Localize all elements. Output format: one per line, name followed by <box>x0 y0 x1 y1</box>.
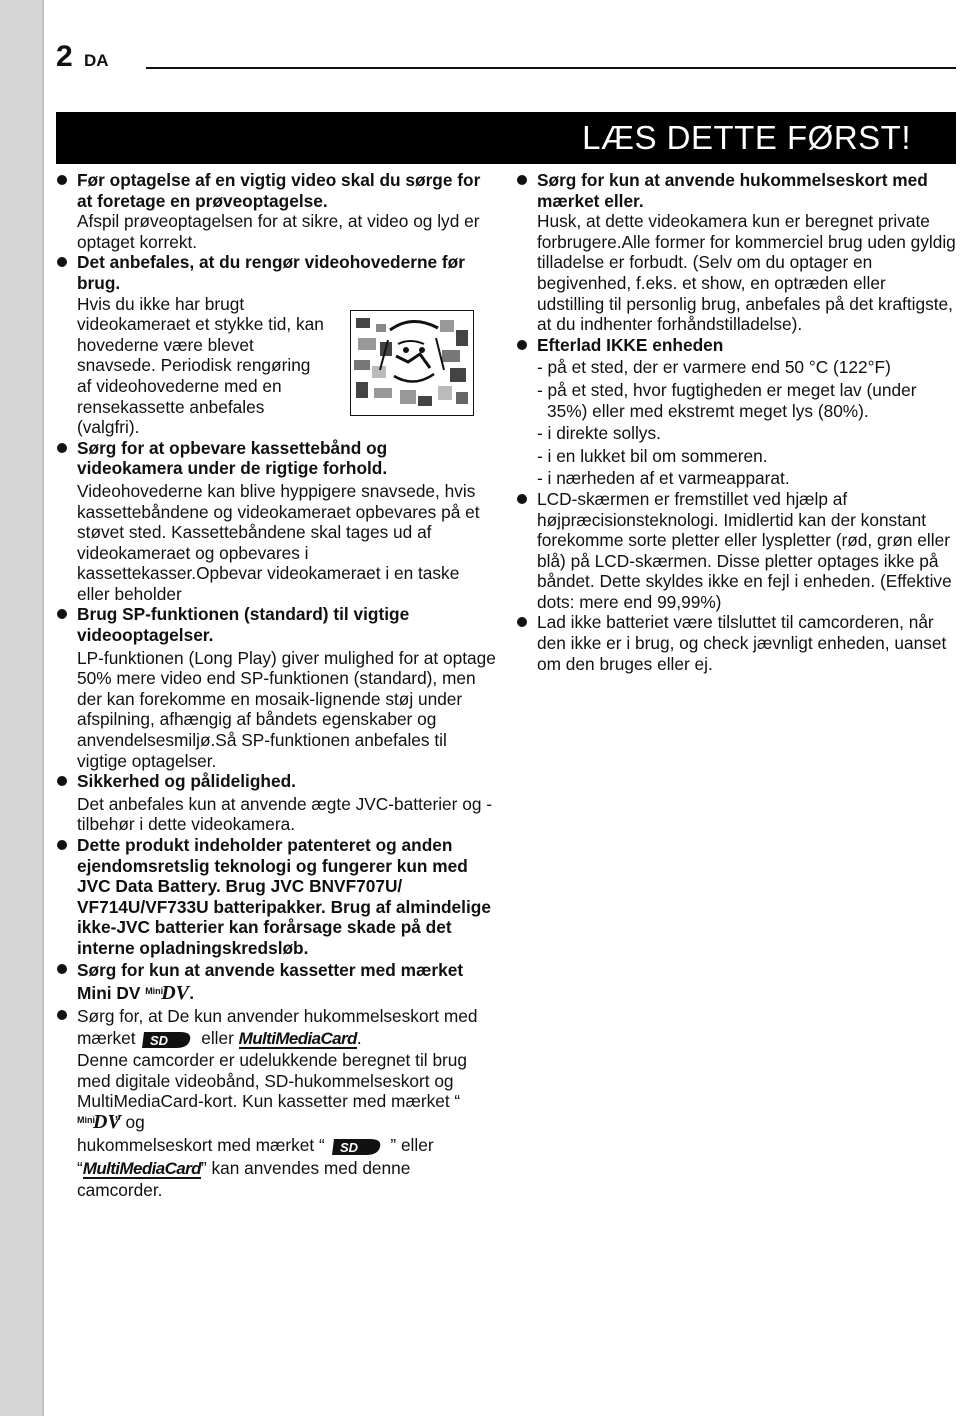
list-item: Sørg for kun at anvende kassetter med mærket Mini DV Mini DV . <box>56 959 496 1005</box>
list-subitem: - på et sted, hvor fugtigheden er meget lav (under <box>537 379 917 400</box>
item-heading: Dette produkt indeholder patenteret og anden ejendomsretslig teknologi og fungerer kun med JVC Data Battery. Brug JVC BNVF707U/ VF714U/VF733U batteripakker. Brug af almindelige ikke-JVC batterier kan forårsage skade på det interne opladningskredsløb. <box>77 835 491 958</box>
list-item: Sørg for, at De kun anvender hukommelseskort med mærket SD eller MultiMediaCard. Denne camcorder er udelukkende beregnet til brug med digitale videobånd, SD-hukommelseskort og MultiMediaCard-kort. Kun kassetter med mærket “ Mini DV ” og hukommelseskort med mærket “ SD ” eller “MultiMediaCard” kan anvendes med denne camcorder. <box>56 1005 496 1202</box>
bullet-icon <box>57 257 67 267</box>
bullet-icon <box>517 340 527 350</box>
left-column <box>56 170 496 1201</box>
item-text: Det anbefales kun at anvende ægte JVC-batterier og -tilbehør i dette videokamera. <box>77 793 492 835</box>
list-item <box>516 489 956 613</box>
item-text: Videohovederne kan blive hyppigere snavsede, hvis kassettebåndene og videokameraet opbevares på et støvet sted. Kassettebåndene skal tages ud af videokameraet og opbevares i kassettekasser.Opbevar videokameraet i en taske eller beholder <box>77 480 480 604</box>
item-text: Lad ikke batteriet være tilsluttet til camcorderen, når den ikke er i brug, og check jævnligt enheden, uanset om den bruges eller ej. <box>537 612 947 674</box>
right-column <box>516 170 956 674</box>
item-heading: Efterlad IKKE enheden <box>537 334 724 355</box>
list-item <box>56 252 496 437</box>
item-text: ” eller <box>390 1134 434 1155</box>
page-title: LÆS DETTE FØRST! <box>582 119 911 156</box>
multimediacard-logo: MultiMediaCard <box>82 1159 201 1179</box>
page-header <box>56 40 956 80</box>
bullet-icon <box>517 494 527 504</box>
bullet-icon <box>57 175 67 185</box>
item-heading: Sørg for kun at anvende kassetter med mærket Mini DV <box>77 959 464 1003</box>
list-item <box>56 835 496 959</box>
bullet-icon <box>517 175 527 185</box>
bullet-icon <box>57 1010 67 1020</box>
sidebar-edge <box>42 0 44 1416</box>
item-text: hukommelseskort med mærket “ <box>77 1134 325 1155</box>
item-text: Hvis du ikke har brugt videokameraet et stykke tid, kan hovederne være blevet snavsede. Periodisk rengøring af videohovederne med en rensekassette anbefales (valgfri). <box>77 293 324 438</box>
page-language: DA <box>84 51 109 70</box>
bullet-icon <box>57 964 67 974</box>
header-rule <box>146 67 956 69</box>
item-text: ” og <box>115 1111 145 1132</box>
bullet-icon <box>57 776 67 786</box>
item-heading: Det anbefales, at du rengør videohovederne før brug. <box>77 252 465 293</box>
list-subitem: - i direkte sollys. <box>537 423 661 444</box>
sd-card-logo <box>140 1028 196 1050</box>
sd-card-logo <box>330 1135 386 1157</box>
list-item <box>516 612 956 674</box>
bullet-icon <box>517 617 527 627</box>
item-text: Husk, at dette videokamera kun er beregnet private forbrugere.Alle former for kommerciel brug uden gyldig tilladelse er forbudt. (Selv om du optager en begivenhed, f.eks. et show, en optræden eller udstilling til personlig brug, anbefales på det kraftigste, at du indhenter forhåndstilladelse). <box>537 211 956 335</box>
list-item <box>56 771 496 835</box>
item-heading: Sørg for kun at anvende hukommelseskort med mærket eller. <box>537 170 928 211</box>
item-heading: Sikkerhed og pålidelighed. <box>77 771 296 792</box>
item-heading: Brug SP-funktionen (standard) til vigtige videooptagelser. <box>77 604 410 646</box>
page-sidebar <box>0 0 42 1416</box>
item-text-or: eller <box>201 1027 234 1048</box>
item-heading: Før optagelse af en vigtig video skal du sørge for at foretage en prøveoptagelse. <box>77 170 481 211</box>
list-item <box>56 170 496 252</box>
bullet-icon <box>57 609 67 619</box>
bullet-icon <box>57 443 67 453</box>
bullet-icon <box>57 840 67 850</box>
mini-dv-logo: Mini DV <box>145 981 189 1004</box>
item-text: Denne camcorder er udelukkende beregnet til brug med digitale videobånd, SD-hukommelseskort og MultiMediaCard-kort. Kun kassetter med mærket “ <box>77 1050 468 1112</box>
svg-text:SD: SD <box>339 1140 358 1156</box>
item-text: LP-funktionen (Long Play) giver mulighed for at optage 50% mere video end SP-funktionen (standard), men der kan forekomme en mosaik-lignende støj under afspilning, afhængig af båndets egenskaber og anvendelsesmiljø.Så SP-funktionen anbefales til vigtige optagelser. <box>77 647 496 771</box>
list-subitem: - på et sted, der er varmere end 50 °C (122°F) <box>537 357 891 378</box>
item-text: LCD-skærmen er fremstillet ved hjælp af højpræcisionsteknologi. Imidlertid kan der konstant forekomme sorte pletter eller lyspletter (rød, grøn eller blå) på LCD-skærmen. Disse pletter optages ikke på båndet. Dette skyldes ikke en fejl i enheden. (Effektive dots: mere end 99,99%) <box>537 488 952 612</box>
svg-text:SD: SD <box>150 1033 169 1048</box>
mini-dv-logo: Mini DV <box>77 1110 121 1133</box>
item-text: ” kan anvendes med denne camcorder. <box>77 1158 411 1201</box>
list-subitem: - i nærheden af et varmeapparat. <box>537 468 790 489</box>
list-item <box>56 438 496 605</box>
list-subitem-continued: 35%) eller med ekstremt meget lys (80%). <box>547 400 869 421</box>
list-item <box>516 170 956 335</box>
list-item <box>56 604 496 771</box>
list-item <box>516 335 956 489</box>
title-banner <box>56 112 956 164</box>
item-text: Sørg for, at De kun anvender hukommelseskort med mærket <box>77 1005 478 1048</box>
multimediacard-logo: MultiMediaCard <box>238 1028 357 1048</box>
list-subitem: - i en lukket bil om sommeren. <box>537 445 768 466</box>
page-number: 2 <box>56 40 73 73</box>
item-text: Afspil prøveoptagelsen for at sikre, at video og lyd er optaget korrekt. <box>77 211 480 252</box>
item-heading: Sørg for at opbevare kassettebånd og videokamera under de rigtige forhold. <box>77 437 388 479</box>
